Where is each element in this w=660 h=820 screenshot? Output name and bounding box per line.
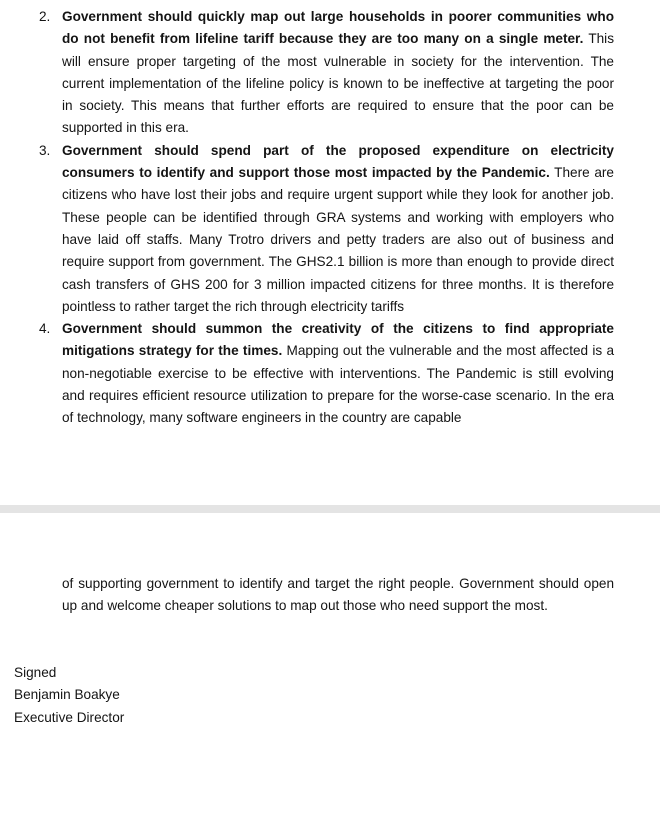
item-number: 2. <box>39 9 51 24</box>
signature-block <box>14 662 124 729</box>
item-number: 3. <box>39 142 51 158</box>
recommendations-list <box>0 6 660 430</box>
list-item <box>0 318 660 429</box>
item-body: There are citizens who have lost their jobs and require urgent support while they look for another job. These people can be identified through GRA systems and working with employers who have laid off staffs. Many Trotro drivers and petty traders are also out of business and require support from government. The GHS2.1 billion is more than enough to provide direct cash transfers of GHS 200 for 3 million impacted citizens for three months. It is therefore pointless to rather target the rich through electricity tariffs <box>62 165 614 314</box>
list-item <box>0 140 660 318</box>
list-item <box>0 6 660 140</box>
continued-paragraph: of supporting government to identify and target the right people. Government should open up and welcome cheaper solutions to map out those who need support the most. <box>62 576 614 614</box>
page-separator <box>0 505 660 513</box>
item-body: Mapping out the vulnerable and the most affected is a non-negotiable exercise to be effective with interventions. The Pandemic is still evolving and requires efficient resource utilization to prepare for the worse-case scenario. In the era of technology, many software engineers in the country are capable <box>62 343 615 426</box>
item-heading: Government should spend part of the proposed expenditure on electricity consumers to identify and support those most impacted by the Pandemic. <box>62 142 614 181</box>
item-heading: Government should summon the creativity of the citizens to find appropriate mitigations strategy for the times. <box>62 321 614 359</box>
signatory-title: Executive Director <box>14 709 125 725</box>
item-heading: Government should quickly map out large households in poorer communities who do not benefit from lifeline tariff because they are too many on a single meter. <box>62 9 614 47</box>
signed-label: Signed <box>14 665 57 680</box>
signatory-name: Benjamin Boakye <box>14 687 120 703</box>
item-number: 4. <box>39 321 51 337</box>
document-page-2 <box>0 513 660 820</box>
item-body: This will ensure proper targeting of the most vulnerable in society for the intervention. The current implementation of the lifeline policy is known to be ineffective at targeting the poor in society. This means that further efforts are required to ensure that the poor can be supported in this era. <box>62 31 615 136</box>
clipped-previous-line <box>60 0 620 3</box>
